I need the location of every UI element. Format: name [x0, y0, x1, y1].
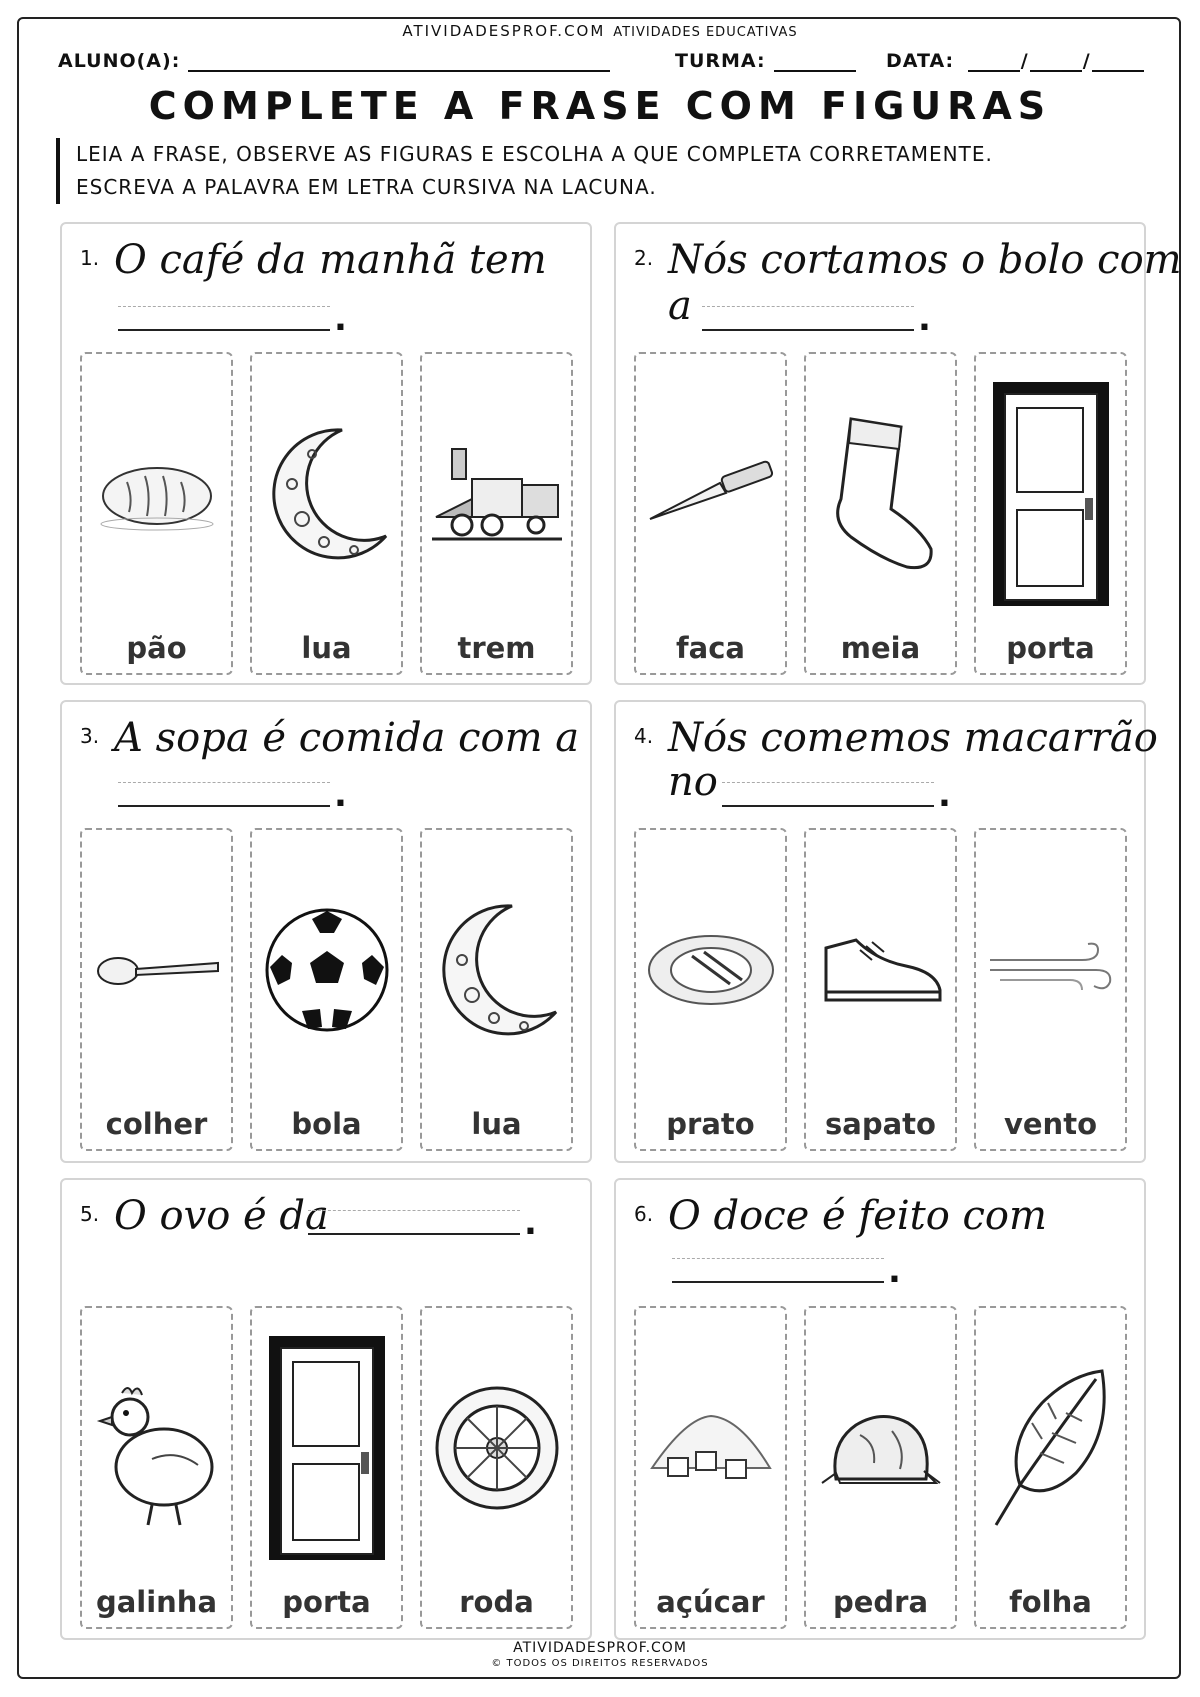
soccer-ball-icon: [260, 860, 393, 1080]
moon-icon: [430, 860, 563, 1080]
option-word: açúcar: [656, 1585, 765, 1619]
footer-rights: © TODOS OS DIREITOS RESERVADOS: [491, 1658, 709, 1669]
train-icon: [430, 384, 563, 604]
option-card[interactable]: [974, 828, 1127, 1151]
end-mark: .: [888, 1251, 901, 1291]
option-card[interactable]: [250, 1306, 403, 1629]
option-word: trem: [457, 631, 536, 665]
turma-field[interactable]: [675, 50, 856, 72]
end-mark: .: [938, 775, 951, 815]
end-mark: .: [918, 299, 931, 339]
option-word: colher: [105, 1107, 208, 1141]
spoon-icon: [90, 860, 223, 1080]
moon-icon: [260, 384, 393, 604]
wind-icon: [984, 860, 1117, 1080]
question-panel-1: [60, 222, 592, 685]
option-word: faca: [676, 631, 745, 665]
hen-icon: [90, 1338, 223, 1558]
question-number: 2.: [634, 246, 654, 270]
year-line[interactable]: [1092, 52, 1144, 72]
end-mark: .: [524, 1203, 537, 1243]
option-word: porta: [282, 1585, 371, 1619]
data-label: DATA:: [886, 50, 955, 72]
question-panel-2: [614, 222, 1182, 685]
answer-blank[interactable]: [702, 306, 914, 331]
option-word: bola: [291, 1107, 362, 1141]
question-number: 6.: [634, 1202, 654, 1226]
aluno-line[interactable]: [188, 52, 610, 72]
aluno-label: ALUNO(A):: [58, 50, 181, 72]
sock-icon: [814, 384, 947, 604]
question-number: 4.: [634, 724, 654, 748]
question-sentence: A sopa é comida com a: [114, 715, 580, 761]
wheel-icon: [430, 1338, 563, 1558]
option-card[interactable]: [804, 1306, 957, 1629]
answer-blank[interactable]: [722, 782, 934, 807]
answer-blank[interactable]: [308, 1210, 520, 1235]
day-line[interactable]: [968, 52, 1020, 72]
question-sentence-continued: no: [668, 759, 718, 805]
option-word: prato: [666, 1107, 755, 1141]
option-card[interactable]: [80, 828, 233, 1151]
turma-line[interactable]: [774, 52, 856, 72]
option-card[interactable]: [804, 352, 957, 675]
option-word: vento: [1003, 1107, 1097, 1141]
option-card[interactable]: [420, 352, 573, 675]
data-field[interactable]: DATA: / /: [886, 50, 1144, 72]
month-line[interactable]: [1030, 52, 1082, 72]
option-word: sapato: [825, 1107, 936, 1141]
question-panel-4: [614, 700, 1158, 1163]
knife-icon: [644, 384, 777, 604]
bread-icon: [90, 384, 223, 604]
question-sentence: O doce é feito com: [668, 1193, 1047, 1239]
page-title: COMPLETE A FRASE COM FIGURAS: [148, 84, 1052, 128]
answer-blank[interactable]: [118, 782, 330, 807]
site-header: [0, 22, 1200, 40]
question-sentence: O café da manhã tem: [114, 237, 547, 283]
door-icon: [984, 384, 1117, 604]
option-card[interactable]: [250, 828, 403, 1151]
question-sentence: Nós cortamos o bolo com: [668, 237, 1182, 283]
rock-icon: [814, 1338, 947, 1558]
door-icon: [260, 1338, 393, 1558]
option-card[interactable]: [634, 1306, 787, 1629]
footer-site: ATIVIDADESPROF.COM: [513, 1640, 687, 1656]
option-word: pão: [126, 631, 187, 665]
question-number: 1.: [80, 246, 100, 270]
option-card[interactable]: [80, 352, 233, 675]
question-number: 3.: [80, 724, 100, 748]
option-card[interactable]: [634, 828, 787, 1151]
question-number: 5.: [80, 1202, 100, 1226]
instruction-line: ESCREVA A PALAVRA EM LETRA CURSIVA NA LACUNA.: [76, 175, 657, 199]
question-panel-3: [60, 700, 592, 1163]
footer: [0, 1640, 1200, 1672]
option-card[interactable]: [80, 1306, 233, 1629]
instruction-line: LEIA A FRASE, OBSERVE AS FIGURAS E ESCOLHA A QUE COMPLETA CORRETAMENTE.: [76, 142, 993, 166]
option-card[interactable]: [420, 1306, 573, 1629]
option-word: lua: [301, 631, 352, 665]
site-name: ATIVIDADESPROF.COM: [402, 22, 606, 40]
site-subtitle: ATIVIDADES EDUCATIVAS: [613, 25, 798, 40]
option-card[interactable]: [804, 828, 957, 1151]
question-sentence: Nós comemos macarrão: [668, 715, 1158, 761]
option-card[interactable]: [420, 828, 573, 1151]
option-word: galinha: [95, 1585, 218, 1619]
option-word: folha: [1009, 1585, 1092, 1619]
leaf-icon: [984, 1338, 1117, 1558]
option-word: roda: [459, 1585, 534, 1619]
instructions: [56, 138, 1176, 204]
question-sentence-continued: a: [668, 283, 692, 329]
option-card[interactable]: [250, 352, 403, 675]
option-card[interactable]: [974, 352, 1127, 675]
turma-label: TURMA:: [675, 50, 766, 72]
option-word: pedra: [832, 1585, 929, 1619]
question-panel-6: [614, 1178, 1146, 1640]
option-word: porta: [1006, 631, 1095, 665]
plate-icon: [644, 860, 777, 1080]
end-mark: .: [334, 775, 347, 815]
student-fields: [58, 50, 1148, 80]
answer-blank[interactable]: [672, 1258, 884, 1283]
answer-blank[interactable]: [118, 306, 330, 331]
question-sentence: O ovo é da: [114, 1193, 329, 1239]
option-word: lua: [471, 1107, 522, 1141]
option-card[interactable]: [634, 352, 787, 675]
option-card[interactable]: [974, 1306, 1127, 1629]
question-panel-5: [60, 1178, 592, 1640]
sugar-icon: [644, 1338, 777, 1558]
end-mark: .: [334, 299, 347, 339]
shoe-icon: [814, 860, 947, 1080]
option-word: meia: [840, 631, 921, 665]
aluno-field[interactable]: [58, 50, 610, 72]
